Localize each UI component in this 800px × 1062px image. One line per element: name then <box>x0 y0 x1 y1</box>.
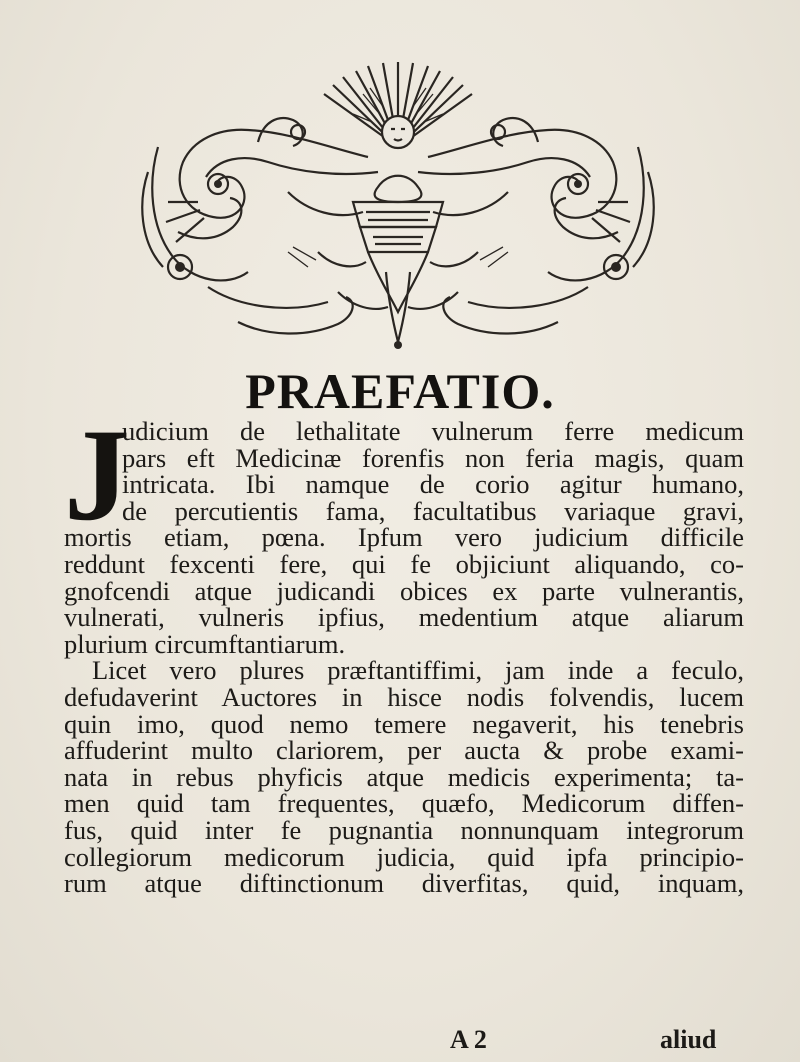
text-line: pars eft Medicinæ forenfis non feria magis, quam <box>122 442 744 473</box>
text-line: de percutientis fama, facultatibus variaque gravi, <box>122 495 744 526</box>
signature-mark: A 2 <box>450 1025 487 1054</box>
text-line: quin imo, quod nemo temere negaverit, his tenebris <box>64 708 744 739</box>
text-line: men quid tam frequentes, quæfo, Medicorum diffen- <box>64 788 744 819</box>
drop-cap: J <box>64 401 130 548</box>
text-line: vulnerati, vulneris ipfius, medentium atque aliarum <box>64 602 744 633</box>
catchword: aliud <box>660 1025 717 1054</box>
text-line: nata in rebus phyficis atque medicis experimenta; ta- <box>64 761 744 792</box>
text-line: mortis etiam, pœna. Ipfum vero judicium difficile <box>64 522 744 553</box>
text-line: Licet vero plures præftantiffimi, jam inde a feculo, <box>92 655 744 686</box>
sun-face-ornament <box>382 116 414 148</box>
paragraph-1 <box>64 401 744 659</box>
text-line: plurium circumftantiarum. <box>64 628 346 659</box>
text-line: defudaverint Auctores in hisce nodis folvendis, lucem <box>64 681 744 712</box>
text-line: gnofcendi atque judicandi obices ex parte vulnerantis, <box>64 575 744 606</box>
text-line: reddunt fexcenti fere, qui fe objiciunt aliquando, co- <box>64 548 744 579</box>
headpiece-ornament <box>138 52 658 352</box>
left-scroll-ornament <box>142 118 378 333</box>
text-line: affuderint multo clariorem, per aucta & probe exami- <box>64 735 744 766</box>
central-pedestal-ornament <box>318 176 478 342</box>
text-line: fus, quid inter fe pugnantia nonnunquam integrorum <box>64 814 744 845</box>
paragraph-2 <box>64 655 744 899</box>
text-line: rum atque diftinctionum diverfitas, quid, inquam, <box>64 868 744 899</box>
text-line: udicium de lethalitate vulnerum ferre medicum <box>122 416 744 446</box>
page-title: PRAEFATIO. <box>245 363 555 419</box>
text-line: collegiorum medicorum judicia, quid ipfa principio- <box>64 841 744 872</box>
body-text <box>64 401 744 899</box>
page-footer <box>0 1025 800 1055</box>
text-line: intricata. Ibi namque de corio agitur humano, <box>122 469 744 500</box>
right-scroll-ornament <box>418 118 654 333</box>
